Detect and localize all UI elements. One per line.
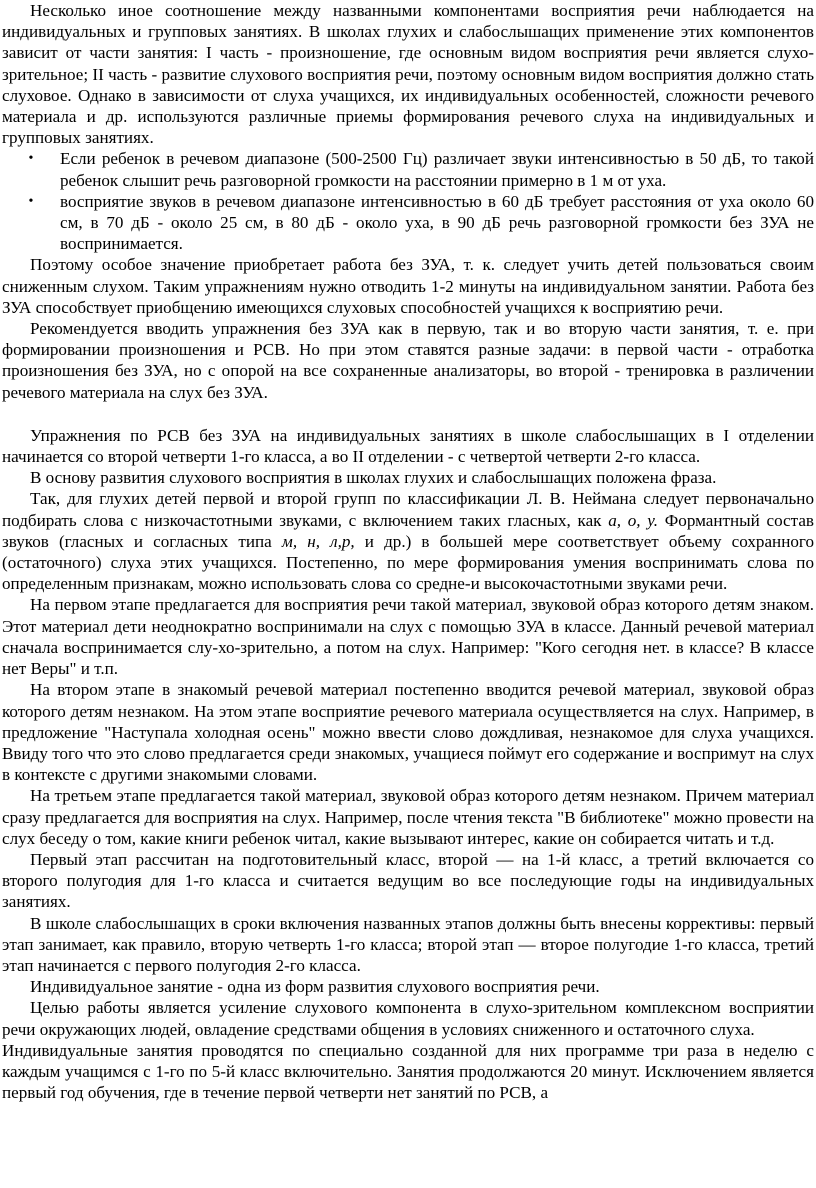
bullet-text: восприятие звуков в речевом диапазоне интенсивностью в 60 дБ требует расстояния от уха около 60 см, в 70 дБ - около 25 см, в 80 дБ - около уха, в 90 дБ речь разговорной громкости без ЗУА не воспринимается. bbox=[60, 191, 814, 254]
paragraph-lesson-schedule: Индивидуальные занятия проводятся по специально созданной для них программе три раза в неделю с каждым учащимся с 1-го по 5-й класс включительно. Занятия продолжаются 20 минут. Исключением является первый год обучения, где в течение первой четверти нет занятий по РСВ, а bbox=[2, 1040, 814, 1103]
paragraph-speech-perception-components: Несколько иное соотношение между названными компонентами восприятия речи наблюдается на индивидуальных и групповых занятиях. В школах глухих и слабослышащих применение этих компонентов зависит от части занятия: I часть - произношение, где основным видом восприятия речи является слухо-зрительное; II часть - развитие слухового восприятия речи, поэтому основным видом восприятия должно стать слуховое. Однако в зависимости от слуха учащихся, их индивидуальных особенностей, сложности речевого материала и др. используются различные приемы формирования речевого слуха на индивидуальных и групповых занятиях. bbox=[2, 1, 814, 148]
bullet-text: Если ребенок в речевом диапазоне (500-2500 Гц) различает звуки интенсивностью в 50 дБ, то такой ребенок слышит речь разговорной громкости на расстоянии примерно в 1 м от уха. bbox=[60, 149, 814, 190]
bullet-icon: • bbox=[28, 193, 34, 209]
bullet-icon: • bbox=[28, 151, 34, 167]
italic-consonants: м, н, л,р, bbox=[281, 531, 355, 551]
text-run: Так, для глухих детей первой и второй групп по классификации Л. В. Неймана следует первоначально подбирать слова с низкочастотными звуками, с включением таких гласных, как bbox=[2, 489, 814, 530]
paragraph-goal: Целью работы является усиление слухового компонента в слухо-зрительном комплексном восприятии речи окружающих людей, овладение средствами общения в условиях сниженного и остаточного слуха. bbox=[2, 998, 814, 1039]
italic-vowels: а, о, у. bbox=[608, 510, 659, 530]
paragraph-work-without-zua: Поэтому особое значение приобретает работа без ЗУА, т. к. следует учить детей пользоваться своим сниженным слухом. Таким упражнениям нужно отводить 1-2 минуты на индивидуальном занятии. Работа без ЗУА способствует приобщению имеющихся слуховых способностей учащихся к восприятию речи. bbox=[2, 255, 814, 317]
paragraph-individual-lesson: Индивидуальное занятие - одна из форм развития слухового восприятия речи. bbox=[30, 977, 600, 997]
bullet-item-60db bbox=[2, 191, 814, 255]
paragraph-spacer bbox=[2, 403, 814, 425]
paragraph-stage-schedule: Первый этап рассчитан на подготовительный класс, второй — на 1-й класс, а третий включается со второго полугодия для 1-го класса и считается ведущим во все последующие годы на индивидуальных занятиях. bbox=[2, 849, 814, 912]
paragraph-stage-one: На первом этапе предлагается для восприятия речи такой материал, звуковой образ которого детям знаком. Этот материал дети неоднократно воспринимали на слух с помощью ЗУА в классе. Данный речевой материал сначала воспринимается слу-хо-зрительно, а потом на слух. Например: "Кого сегодня нет. в классе? В классе нет Веры" и т.п. bbox=[2, 595, 814, 679]
paragraph-low-frequency-words bbox=[2, 488, 814, 594]
text-run: Формантный состав звуков (гласных и согласных типа bbox=[2, 510, 814, 551]
paragraph-hard-of-hearing-school: В школе слабослышащих в сроки включения названных этапов должны быть внесены коррективы: первый этап занимает, как правило, вторую четверть 1-го класса; второй этап — второе полугодие 1-го класса, третий этап начинается с первого полугодия 2-го класса. bbox=[2, 913, 814, 975]
paragraph-stage-three: На третьем этапе предлагается такой материал, звуковой образ которого детям незнаком. Причем материал сразу предлагается для восприятия на слух. Например, после чтения текста "В библиотеке" можно провести на слух беседу о том, какие книги ребенок читал, какие вызывают интерес, какие он собирается читать и т.д. bbox=[2, 786, 814, 848]
bullet-item-50db bbox=[2, 148, 814, 190]
text-run: и др.) в большей мере соответствует объему сохранного (остаточного) слуха этих учащихся. Постепенно, по мере формирования умения воспринимать слова по определенным признакам, можно использовать слова со средне-и высокочастотными звуками речи. bbox=[2, 531, 815, 594]
paragraph-phrase-basis: В основу развития слухового восприятия в школах глухих и слабослышащих положена фраза. bbox=[30, 468, 717, 488]
paragraph-stage-two: На втором этапе в знакомый речевой материал постепенно вводится речевой материал, звуковой образ которого детям незнаком. На этом этапе восприятие речевого материала осуществляется на слух. Например, в предложение "Наступала холодная осень" можно ввести слово дождливая, незнакомое для слуха учащихся. Ввиду того что это слово предлагается среди знакомых, учащиеся поймут его содержание и воспримут на слух в контексте с другими знакомыми словами. bbox=[2, 680, 814, 785]
paragraph-rsv-exercises: Упражнения по РСВ без ЗУА на индивидуальных занятиях в школе слабослышащих в I отделении начинается со второй четверти 1-го класса, а во II отделении - с четвертой четверти 2-го класса. bbox=[2, 425, 814, 467]
paragraph-recommendation: Рекомендуется вводить упражнения без ЗУА как в первую, так и во вторую части занятия, т. е. при формировании произношения и РСВ. Но при этом ставятся разные задачи: в первой части - отработка произношения без ЗУА, но с опорой на все сохраненные анализаторы, во второй - тренировка в различении речевого материала на слух без ЗУА. bbox=[2, 319, 814, 402]
